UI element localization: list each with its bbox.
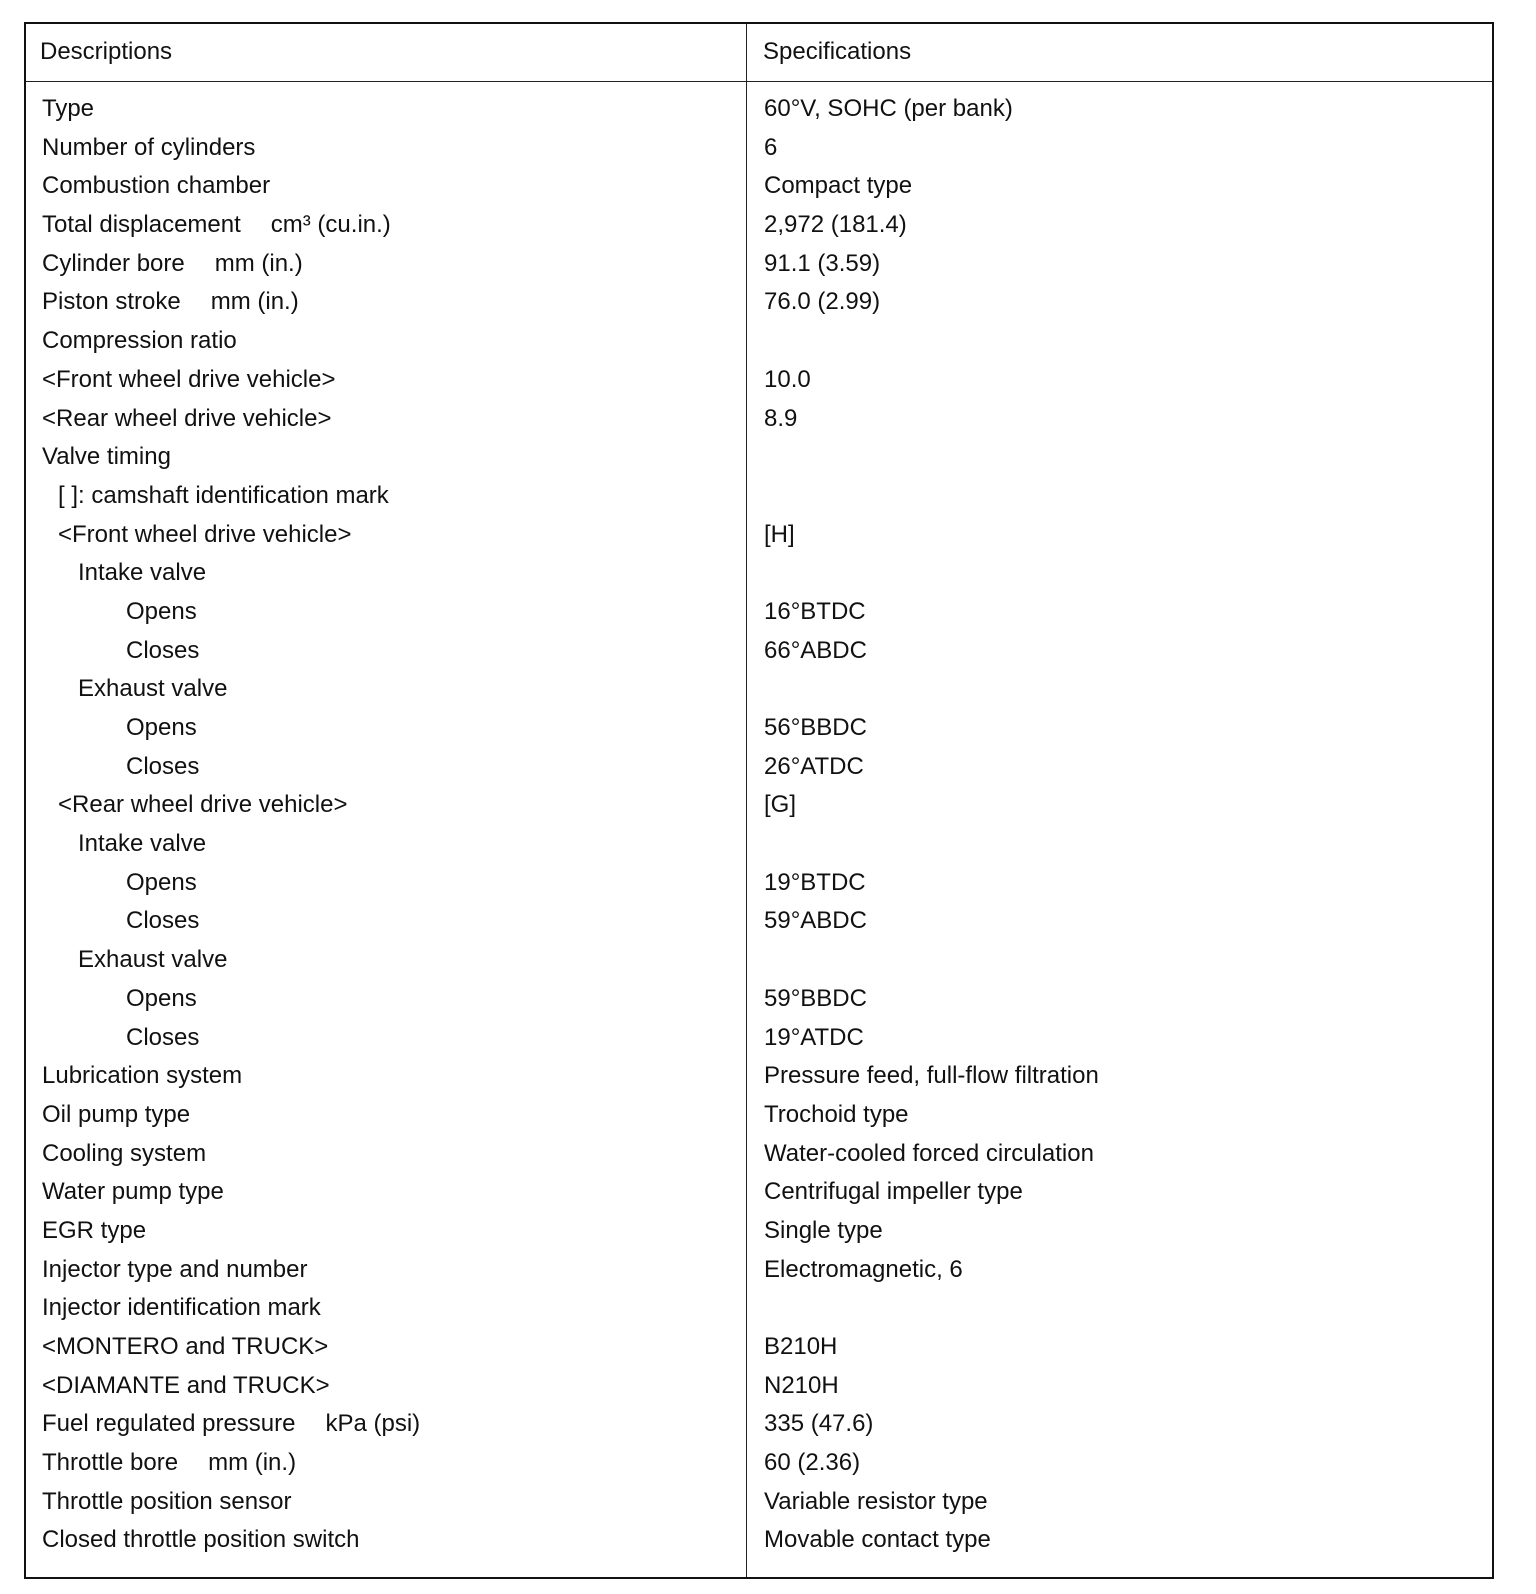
- table-row: [26, 92, 1492, 131]
- table-row: [26, 363, 1492, 402]
- description-cell: [78, 943, 227, 977]
- specification-cell: 60 (2.36): [764, 1449, 861, 1477]
- table-row: [26, 1330, 1492, 1369]
- table-row: [26, 982, 1492, 1021]
- description-cell: [42, 1098, 190, 1132]
- description-cell: [126, 711, 197, 745]
- table-row: [26, 711, 1492, 750]
- table-row: [26, 247, 1492, 286]
- header-divider: [26, 81, 1492, 82]
- table-row: [26, 1175, 1492, 1214]
- description-label: Compression ratio: [42, 327, 237, 355]
- description-label: <MONTERO and TRUCK>: [42, 1333, 329, 1360]
- unit-label: mm (in.): [210, 288, 299, 316]
- description-label: Piston stroke: [42, 288, 181, 316]
- specification-cell: B210H: [764, 1333, 838, 1360]
- description-cell: [78, 672, 227, 706]
- description-cell: [42, 324, 237, 358]
- specification-cell: 76.0 (2.99): [764, 288, 881, 316]
- description-label: <Rear wheel drive vehicle>: [58, 791, 348, 819]
- table-row: [26, 788, 1492, 827]
- description-label: Type: [42, 95, 95, 122]
- description-cell: [42, 1369, 330, 1403]
- description-label: Closed throttle position switch: [42, 1526, 360, 1554]
- table-row: [26, 556, 1492, 595]
- description-cell: [42, 1214, 146, 1248]
- description-label: Opens: [126, 984, 197, 1012]
- specification-cell: Compact type: [764, 172, 913, 200]
- table-row: [26, 1021, 1492, 1060]
- specification-cell: N210H: [764, 1371, 839, 1399]
- description-label: Opens: [126, 714, 197, 741]
- specification-cell: Movable contact type: [764, 1526, 991, 1554]
- description-cell: [126, 866, 197, 900]
- description-label: Fuel regulated pressure: [42, 1410, 296, 1438]
- description-label: Valve timing: [42, 443, 171, 471]
- table-row: [26, 208, 1492, 247]
- header-descriptions: Descriptions: [40, 38, 173, 65]
- table-row: [26, 1059, 1492, 1098]
- description-label: <Front wheel drive vehicle>: [58, 520, 352, 548]
- unit-label: mm (in.): [214, 249, 303, 277]
- table-row: [26, 1098, 1492, 1137]
- specification-cell: Centrifugal impeller type: [764, 1178, 1023, 1206]
- description-label: Injector type and number: [42, 1255, 308, 1283]
- description-cell: [42, 1446, 296, 1480]
- table-row: [26, 1369, 1492, 1408]
- table-row: [26, 750, 1492, 789]
- description-label: Exhaust valve: [78, 946, 228, 974]
- description-cell: [78, 556, 206, 590]
- description-cell: [58, 479, 389, 513]
- description-cell: [42, 1059, 242, 1093]
- description-cell: [42, 402, 332, 436]
- description-label: Cooling system: [42, 1139, 207, 1167]
- table-row: [26, 672, 1492, 711]
- table-row: [26, 904, 1492, 943]
- specification-cell: 60°V, SOHC (per bank): [764, 95, 1013, 122]
- description-label: <Rear wheel drive vehicle>: [42, 404, 332, 432]
- specification-cell: 16°BTDC: [764, 597, 866, 625]
- specification-cell: [G]: [764, 791, 797, 819]
- description-cell: [126, 982, 197, 1016]
- header-specifications: Specifications: [763, 38, 912, 65]
- table-row: [26, 131, 1492, 170]
- unit-label: kPa (psi): [325, 1410, 421, 1438]
- table-body: [26, 92, 1492, 1562]
- table-row: [26, 440, 1492, 479]
- table-row: [26, 479, 1492, 518]
- unit-label: mm (in.): [208, 1449, 297, 1477]
- description-label: Closes: [126, 1023, 200, 1051]
- table-row: [26, 1485, 1492, 1524]
- description-label: [ ]: camshaft identification mark: [58, 481, 389, 509]
- description-label: Combustion chamber: [42, 172, 271, 200]
- description-label: Water pump type: [42, 1178, 224, 1206]
- table-row: [26, 866, 1492, 905]
- description-cell: [42, 363, 335, 397]
- table-row: [26, 1137, 1492, 1176]
- description-label: EGR type: [42, 1216, 147, 1244]
- table-row: [26, 1253, 1492, 1292]
- table-row: [26, 595, 1492, 634]
- table-row: [26, 1523, 1492, 1562]
- specification-cell: 66°ABDC: [764, 636, 867, 664]
- description-cell: [126, 904, 199, 938]
- spec-table: [24, 22, 1494, 1579]
- description-cell: [126, 750, 199, 784]
- description-label: Lubrication system: [42, 1062, 243, 1090]
- description-cell: [126, 595, 197, 629]
- description-cell: [42, 169, 270, 203]
- description-label: Closes: [126, 752, 200, 780]
- description-label: Number of cylinders: [42, 133, 256, 161]
- description-label: Injector identification mark: [42, 1294, 321, 1322]
- table-row: [26, 169, 1492, 208]
- description-cell: [42, 1253, 308, 1287]
- specification-cell: Variable resistor type: [764, 1487, 988, 1515]
- specification-cell: 8.9: [764, 404, 798, 432]
- description-cell: [42, 1523, 359, 1557]
- description-label: Opens: [126, 868, 197, 896]
- description-label: Throttle position sensor: [42, 1487, 292, 1515]
- specification-cell: Trochoid type: [764, 1100, 909, 1128]
- specification-cell: Electromagnetic, 6: [764, 1255, 963, 1283]
- table-row: [26, 1214, 1492, 1253]
- table-row: [26, 324, 1492, 363]
- description-label: <DIAMANTE and TRUCK>: [42, 1371, 330, 1399]
- description-label: Throttle bore: [42, 1449, 179, 1477]
- description-label: Oil pump type: [42, 1100, 191, 1128]
- description-cell: [42, 1485, 291, 1519]
- specification-cell: 19°BTDC: [764, 868, 866, 896]
- description-cell: [42, 440, 171, 474]
- description-cell: [42, 285, 299, 319]
- specification-cell: 59°ABDC: [764, 907, 867, 935]
- description-label: Closes: [126, 636, 200, 664]
- description-cell: [126, 1021, 199, 1055]
- description-label: Total displacement: [42, 211, 241, 239]
- table-row: [26, 943, 1492, 982]
- unit-label: cm³ (cu.in.): [270, 211, 391, 239]
- specification-cell: 19°ATDC: [764, 1023, 864, 1051]
- specification-cell: 91.1 (3.59): [764, 249, 881, 277]
- table-row: [26, 634, 1492, 673]
- table-row: [26, 402, 1492, 441]
- description-label: Intake valve: [78, 559, 207, 587]
- description-cell: [42, 247, 303, 281]
- specification-cell: 2,972 (181.4): [764, 211, 907, 239]
- description-cell: [42, 1330, 328, 1364]
- description-label: <Front wheel drive vehicle>: [42, 365, 336, 393]
- specification-cell: Water-cooled forced circulation: [764, 1139, 1094, 1167]
- specification-cell: 56°BBDC: [764, 714, 867, 741]
- table-row: [26, 827, 1492, 866]
- description-cell: [42, 1291, 321, 1325]
- description-cell: [58, 518, 351, 552]
- specification-cell: 59°BBDC: [764, 984, 867, 1012]
- description-cell: [42, 1407, 420, 1441]
- description-label: Cylinder bore: [42, 249, 185, 277]
- description-cell: [126, 634, 199, 668]
- description-cell: [78, 827, 206, 861]
- table-row: [26, 518, 1492, 557]
- description-cell: [42, 1175, 224, 1209]
- description-label: Exhaust valve: [78, 675, 228, 703]
- specification-cell: 335 (47.6): [764, 1410, 874, 1438]
- specification-cell: 10.0: [764, 365, 811, 393]
- description-label: Intake valve: [78, 830, 207, 858]
- specification-cell: 6: [764, 133, 778, 161]
- description-cell: [42, 131, 255, 165]
- table-row: [26, 1407, 1492, 1446]
- specification-cell: Pressure feed, full-flow filtration: [764, 1062, 1099, 1090]
- description-cell: [42, 1137, 206, 1171]
- specification-cell: [H]: [764, 520, 795, 548]
- specification-cell: Single type: [764, 1216, 883, 1244]
- table-row: [26, 285, 1492, 324]
- description-cell: [42, 92, 94, 126]
- table-row: [26, 1291, 1492, 1330]
- specification-cell: 26°ATDC: [764, 752, 864, 780]
- description-cell: [42, 208, 391, 242]
- description-label: Opens: [126, 597, 197, 625]
- description-cell: [58, 788, 348, 822]
- table-row: [26, 1446, 1492, 1485]
- description-label: Closes: [126, 907, 200, 935]
